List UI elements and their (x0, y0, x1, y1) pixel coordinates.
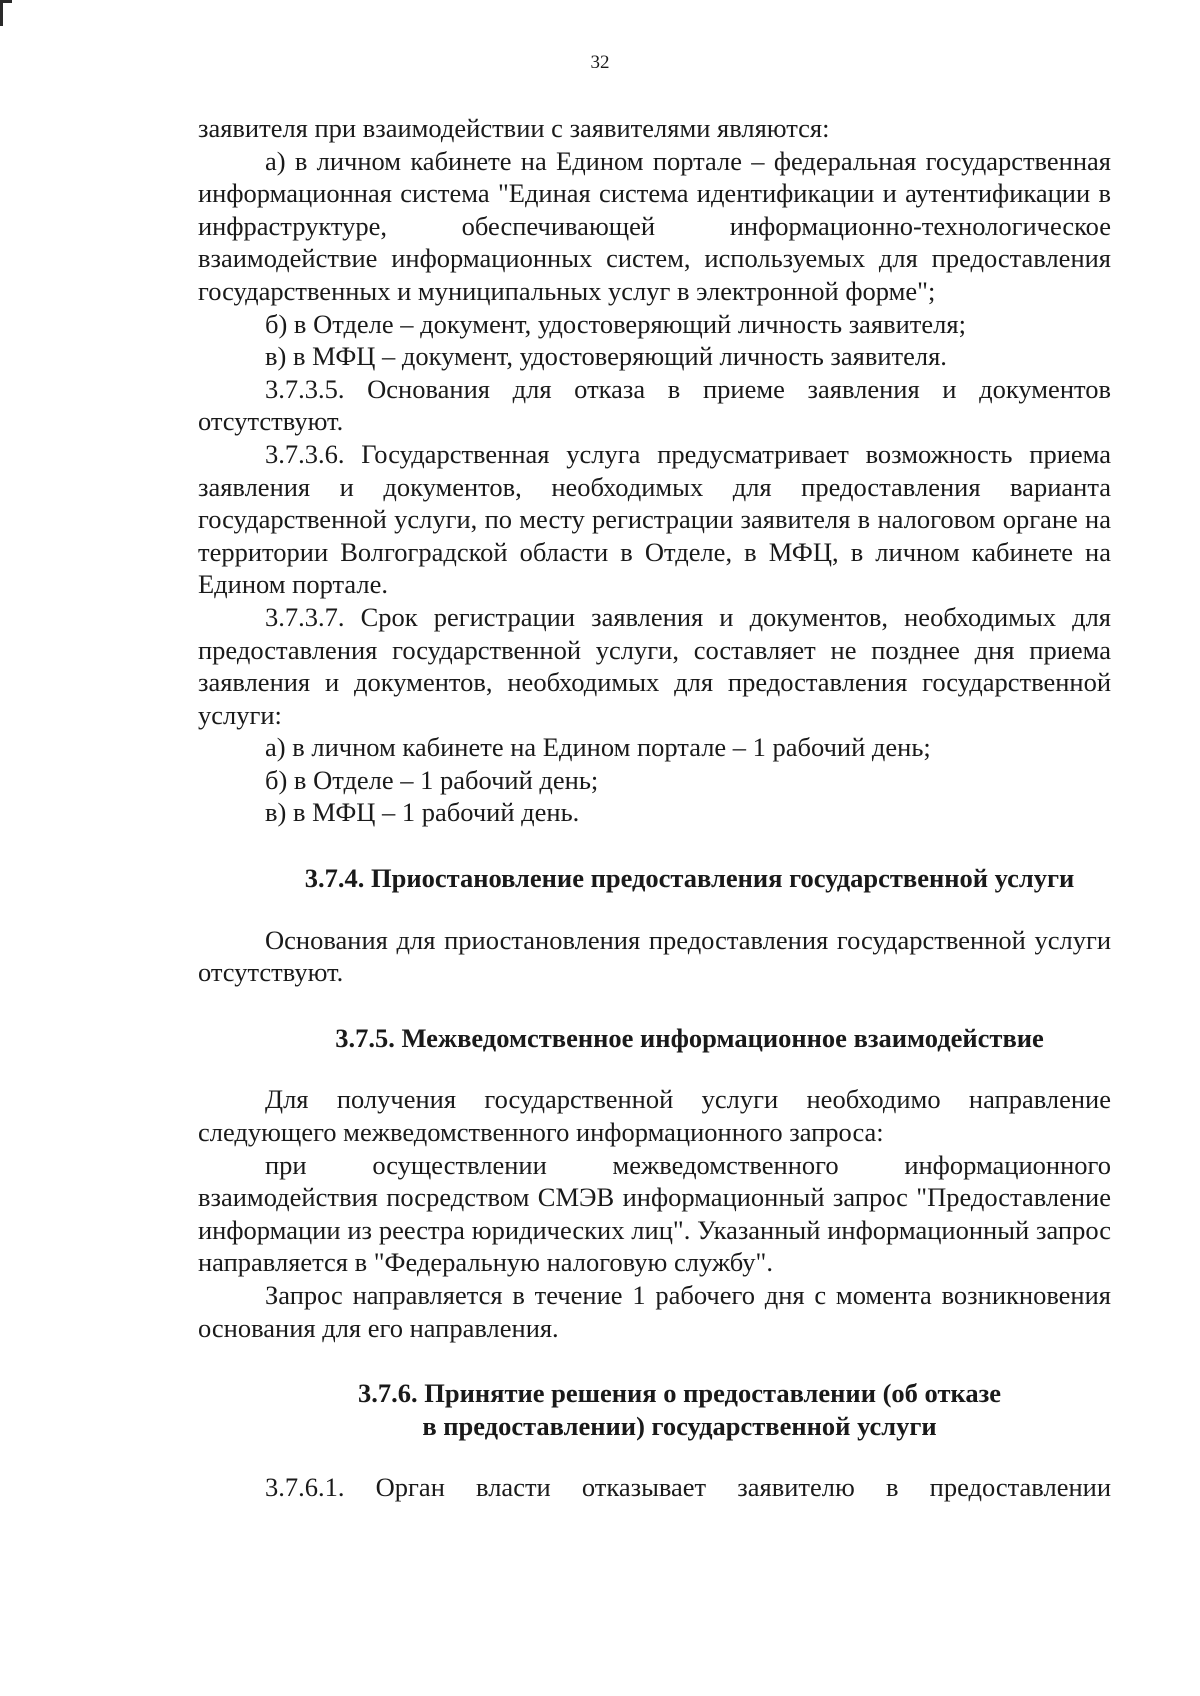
scan-edge-mark-top (0, 0, 12, 3)
paragraph-375-request: при осуществлении межведомственного информационного взаимодействия посредством СМЭВ информационный запрос "Предоставление информации из реестра юридических лиц". Указанный информационный запрос направляется в "Федеральную налоговую службу". (198, 1149, 1111, 1278)
paragraph-375-deadline: Запрос направляется в течение 1 рабочего дня с момента возникновения основания для его направления. (198, 1280, 1111, 1343)
paragraph-item-a: а) в личном кабинете на Едином портале – федеральная государственная информационная система "Единая система идентификации и аутентификации в инфраструктуре, обеспечивающей информационно-технологическое взаимодействие информационных систем, используемых для предоставления государственных и муниципальных услуг в электронной форме"; (198, 145, 1111, 306)
section-heading-376-line1: 3.7.6. Принятие решения о предоставлении (об отказе (357, 1378, 1001, 1409)
document-body (198, 112, 1111, 1504)
paragraph-3737-item-v: в) в МФЦ – 1 рабочий день. (265, 797, 580, 828)
paragraph-375-intro: Для получения государственной услуги необходимо направление следующего межведомственного информационного запроса: (198, 1084, 1111, 1148)
scan-edge-mark (0, 0, 3, 26)
paragraph-3737-item-a: а) в личном кабинете на Едином портале – 1 рабочий день; (265, 732, 931, 763)
section-heading-376-line2: в предоставлении) государственной услуги (422, 1410, 937, 1441)
section-heading-375: 3.7.5. Межведомственное информационное взаимодействие (335, 1022, 1044, 1053)
paragraph-3737: 3.7.3.7. Срок регистрации заявления и документов, необходимых для предоставления государственной услуги, составляет не позднее дня приема заявления и документов, необходимых для предоставления государственной услуги: (198, 601, 1111, 730)
section-heading-374: 3.7.4. Приостановление предоставления государственной услуги (304, 863, 1075, 894)
section-heading-376 (198, 1377, 1111, 1442)
paragraph-3735: 3.7.3.5. Основания для отказа в приеме заявления и документов отсутствуют. (198, 373, 1111, 437)
page-number: 32 (590, 52, 610, 73)
paragraph-374: Основания для приостановления предоставления государственной услуги отсутствуют. (198, 924, 1111, 988)
paragraph-item-b: б) в Отделе – документ, удостоверяющий личность заявителя; (265, 308, 966, 339)
paragraph-3736: 3.7.3.6. Государственная услуга предусматривает возможность приема заявления и документов, необходимых для предоставления варианта государственной услуги, по месту регистрации заявителя в налоговом органе на территории Волгоградской области в Отделе, в МФЦ, в личном кабинете на Едином портале. (198, 438, 1111, 600)
paragraph-item-v: в) в МФЦ – документ, удостоверяющий личность заявителя. (265, 341, 947, 372)
paragraph-3761: 3.7.6.1. Орган власти отказывает заявителю в предоставлении (265, 1472, 1111, 1503)
paragraph-continuation: заявителя при взаимодействии с заявителями являются: (198, 113, 830, 143)
paragraph-3737-item-b: б) в Отделе – 1 рабочий день; (265, 764, 599, 795)
